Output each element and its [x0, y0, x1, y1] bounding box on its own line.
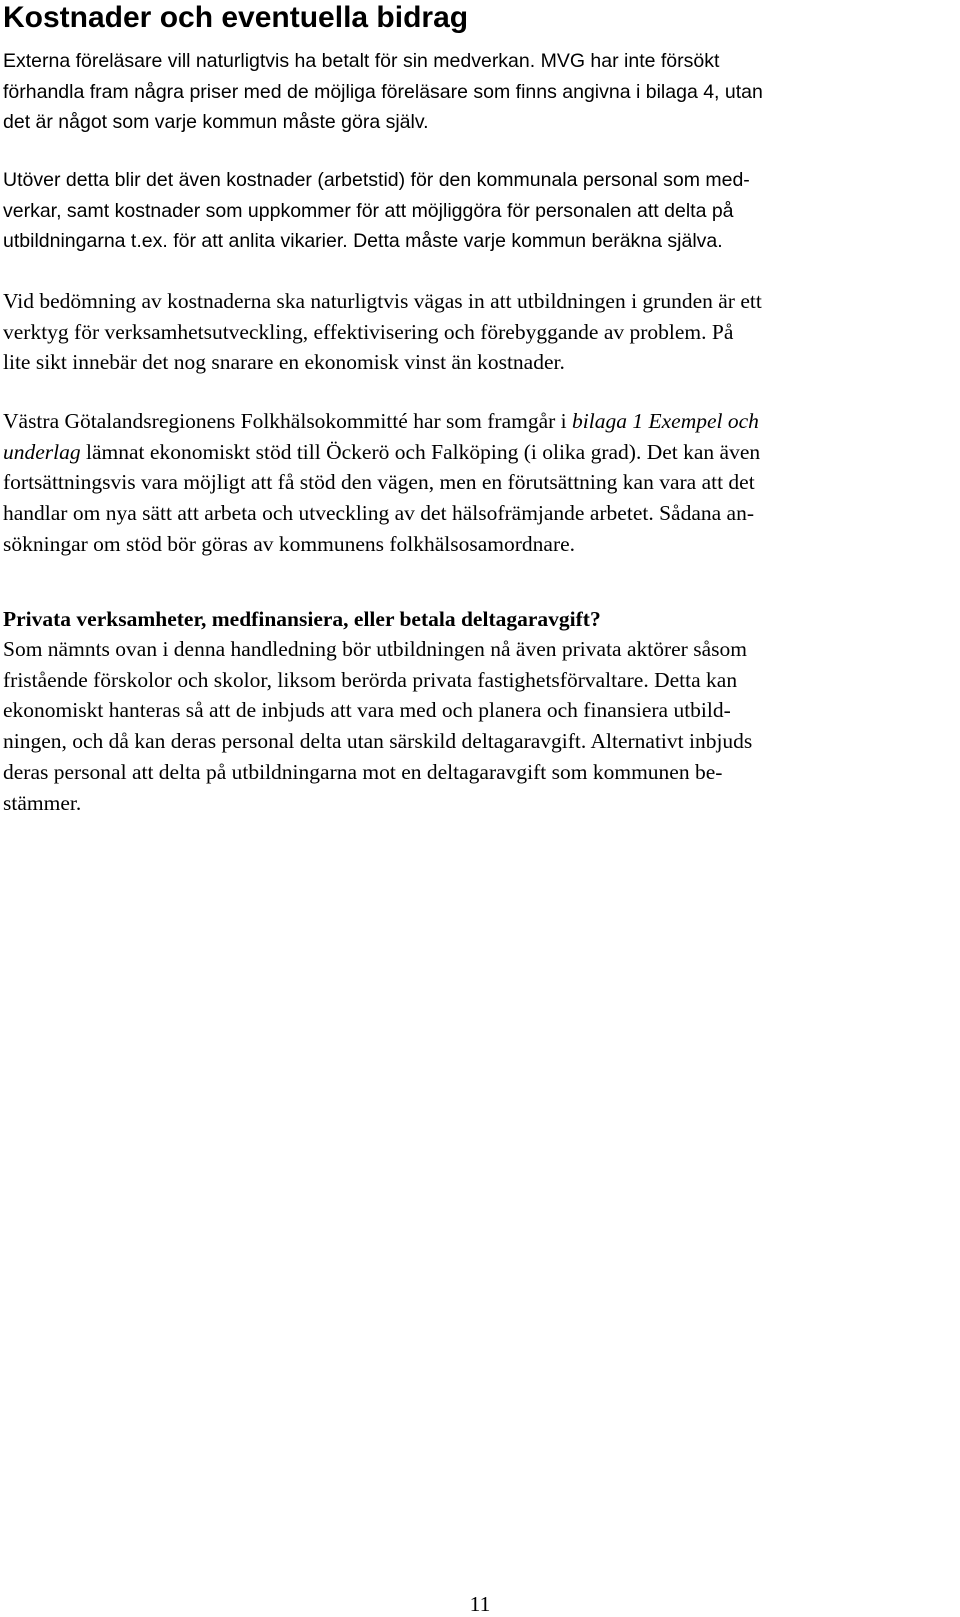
text-line: Utöver detta blir det även kostnader (arbetstid) för den kommunala personal som med-	[3, 169, 750, 191]
text-line: handlar om nya sätt att arbeta och utveckling av det hälsofrämjande arbetet. Sådana an-	[3, 501, 754, 526]
paragraph-external-lecturers	[3, 46, 947, 138]
page-number: 11	[469, 1592, 491, 1616]
text-line: ningen, och då kan deras personal delta utan särskild deltagaravgift. Alternativt inbjuds	[3, 729, 753, 754]
text-line: sökningar om stöd bör göras av kommunens folkhälsosamordnare.	[3, 531, 576, 556]
document-page	[3, 0, 947, 815]
text-line: ekonomiskt hanteras så att de inbjuds att vara med och planera och finansiera utbild-	[3, 698, 731, 723]
text-line: Vid bedömning av kostnaderna ska naturligtvis vägas in att utbildningen i grunden är ett	[3, 289, 762, 313]
text-line: stämmer.	[3, 790, 82, 815]
appendix-reference: bilaga 1 Exempel och	[572, 409, 759, 433]
text-run: Västra Götalandsregionens Folkhälsokommitté har som framgår i	[3, 409, 573, 433]
text-line: det är något som varje kommun måste göra själv.	[3, 111, 429, 134]
text-line: verktyg för verksamhetsutveckling, effektivisering och förebyggande av problem. På	[3, 319, 734, 344]
text-line: Externa föreläsare vill naturligtvis ha betalt för sin medverkan. MVG har inte försökt	[3, 50, 720, 72]
text-line: förhandla fram några priser med de möjliga föreläsare som finns angivna i bilaga 4, utan	[3, 80, 763, 103]
paragraph-private-actors	[3, 634, 947, 818]
text-line	[3, 437, 947, 468]
text-run: lämnat ekonomiskt stöd till Öckerö och Falköping (i olika grad). Det kan även	[80, 439, 761, 464]
subsection-heading: Privata verksamheter, medfinansiera, eller betala deltagaravgift?	[3, 607, 601, 631]
text-line: Som nämnts ovan i denna handledning bör utbildningen nå även privata aktörer såsom	[3, 637, 747, 661]
paragraph-cost-assessment	[3, 286, 947, 378]
text-line: verkar, samt kostnader som uppkommer för att möjliggöra för personalen att delta på	[3, 199, 734, 222]
paragraph-regional-support	[3, 406, 947, 560]
text-line: fristående förskolor och skolor, liksom berörda privata fastighetsförvaltare. Detta kan	[3, 667, 738, 692]
text-line: deras personal att delta på utbildningarna mot en deltagaravgift som kommunen be-	[3, 759, 723, 784]
paragraph-staff-costs	[3, 165, 947, 257]
text-line: utbildningarna t.ex. för att anlita vikarier. Detta måste varje kommun beräkna själva.	[3, 230, 723, 253]
appendix-reference: underlag	[3, 439, 81, 464]
text-line: lite sikt innebär det nog snarare en ekonomisk vinst än kostnader.	[3, 350, 565, 375]
section-heading: Kostnader och eventuella bidrag	[3, 1, 469, 34]
text-line	[3, 406, 947, 437]
text-line: fortsättningsvis vara möjligt att få stöd den vägen, men en förutsättning kan vara att det	[3, 470, 755, 495]
